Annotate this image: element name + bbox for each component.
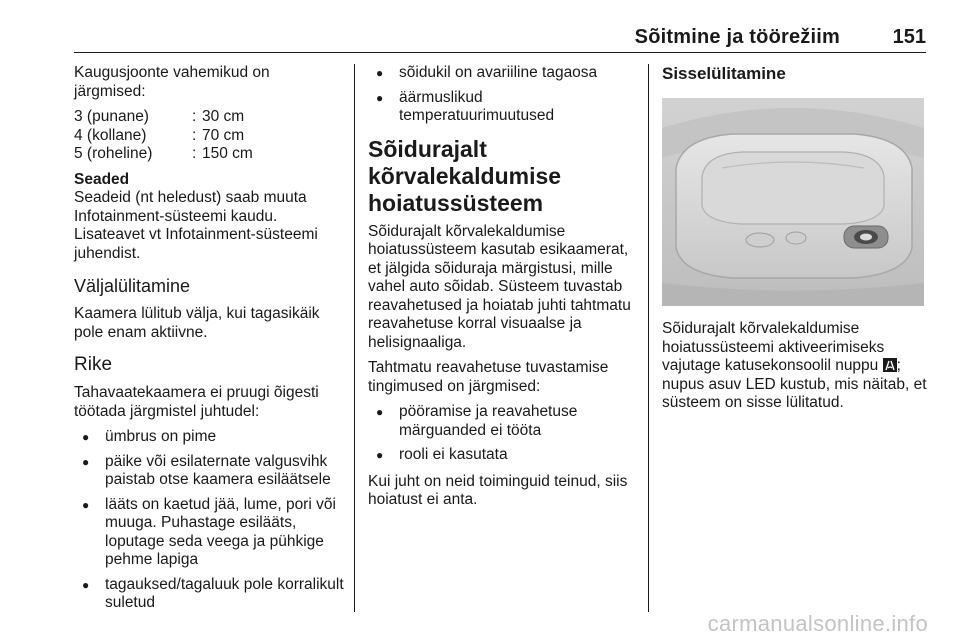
list-item: ● tagauksed/tagaluuk pole korralikult suletud <box>74 576 344 613</box>
deactivation-title: Väljalülitamine <box>74 276 191 296</box>
section-title: Sõidurajalt kõrvalekaldumise hoiatussüsteem <box>368 135 562 216</box>
chapter-title: Sõitmine ja töörežiim <box>634 26 840 48</box>
conditions-list <box>368 403 638 465</box>
fault-title: Rike <box>74 354 113 375</box>
section-paragraph-1: Sõidurajalt kõrvalekaldumise hoiatussüsteem kasutab esikaamerat, et jälgida sõiduraja märgistusi, mille vahel auto sõidab. Süsteem tuvastab reavahetused ja hoiatab juhti tahtmatu reavahetuse korral visuaalse ja helisignaaliga. <box>368 222 631 351</box>
list-item: ● äärmuslikud temperatuurimuutused <box>368 89 638 126</box>
list-item: ● sõidukil on avariiline tagaosa <box>368 64 638 83</box>
settings-title: Seaded <box>74 170 130 188</box>
settings-text: Seadeid (nt heledust) saab muuta Infotainment-süsteemi kaudu. Lisateavet vt Infotainment-süsteemi juhendist. <box>74 189 318 262</box>
page-number: 151 <box>892 26 926 48</box>
roof-console-photo <box>662 98 924 306</box>
section-paragraph-2: Tahtmatu reavahetuse tuvastamise tingimused on järgmised: <box>368 359 609 395</box>
watermark: carmanualsonline.info <box>707 611 928 636</box>
distance-row: 4 (kollane) : 70 cm <box>74 126 245 144</box>
list-item: ● päike või esilaternate valgusvihk paistab otse kaamera esiläätsele <box>74 453 344 490</box>
fault-list-continued <box>368 64 638 126</box>
distance-row: 5 (roheline) : 150 cm <box>74 145 253 162</box>
fault-list <box>74 428 344 613</box>
deactivation-text: Kaamera lülitub välja, kui tagasikäik pole enam aktiivne. <box>74 305 320 341</box>
list-item: ● pööramise ja reavahetuse märguanded ei tööta <box>368 403 638 440</box>
lane-departure-icon <box>883 358 897 372</box>
distance-list <box>74 108 344 164</box>
column-divider-1 <box>354 64 355 612</box>
fault-intro: Tahavaatekaamera ei pruugi õigesti töötada järgmistel juhtudel: <box>74 384 319 420</box>
column-divider-2 <box>648 64 649 612</box>
list-item: ● ümbrus on pime <box>74 428 344 447</box>
page-header <box>74 26 926 53</box>
section-paragraph-3: Kui juht on neid toiminguid teinud, siis hoiatust ei anta. <box>368 472 628 508</box>
list-item: ● lääts on kaetud jää, lume, pori või muuga. Puhastage esilääts, loputage seda veega ja pühkige pehme lapiga <box>74 496 344 570</box>
column-2 <box>368 64 638 517</box>
distance-row: 3 (punane) : 30 cm <box>74 108 245 125</box>
list-item: ● rooli ei kasutata <box>368 446 638 465</box>
activation-title: Sisselülitamine <box>662 64 786 83</box>
distance-intro: Kaugusjoonte vahemikud on järgmised: <box>74 64 270 100</box>
column-3 <box>662 64 928 420</box>
column-1 <box>74 64 344 621</box>
activation-caption: Sõidurajalt kõrvalekaldumise hoiatussüsteemi aktiveerimiseks vajutage katusekonsoolil nuppu ; nupus asuv LED kustub, mis näitab, et süsteem on sisse lülitatud. <box>662 320 927 411</box>
